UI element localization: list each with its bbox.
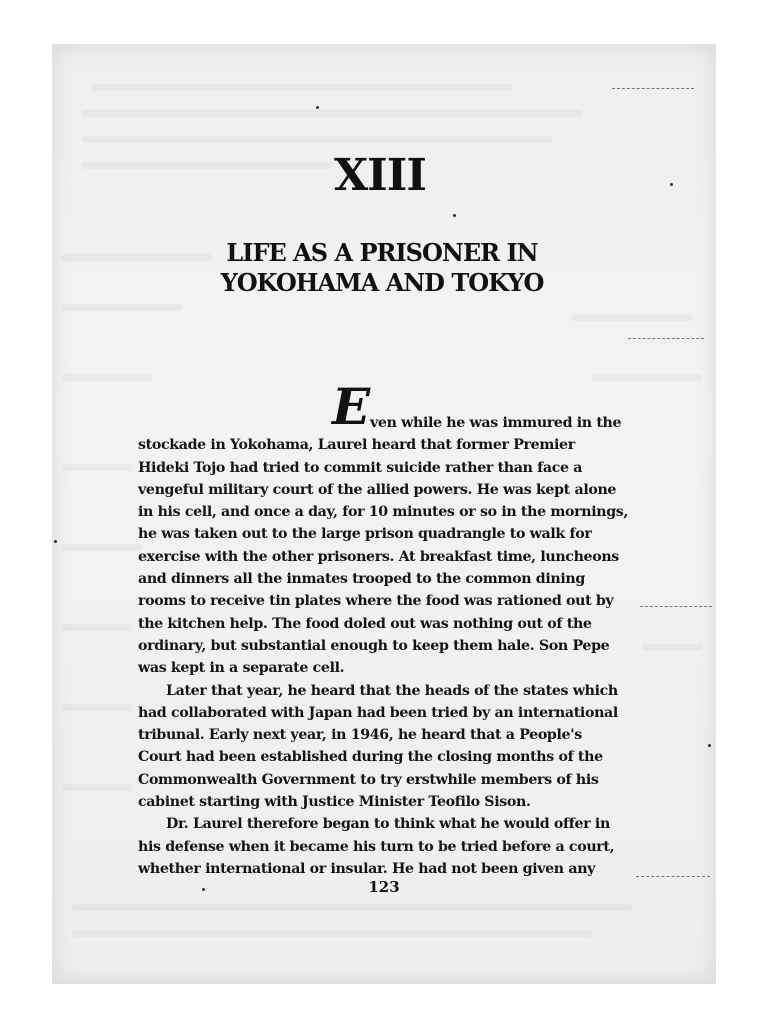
text-line: the kitchen help. The food doled out was nothing out of the — [138, 615, 592, 632]
text-line: vengeful military court of the allied powers. He was kept alone — [138, 481, 617, 498]
bleed-through — [82, 136, 552, 143]
speck — [453, 214, 456, 217]
text-line: had collaborated with Japan had been tried by an international — [138, 704, 618, 721]
chapter-title-line: YOKOHAMA AND TOKYO — [220, 268, 544, 297]
text-line: and dinners all the inmates trooped to the common dining — [138, 571, 585, 588]
text-line: whether international or insular. He had not been given any — [138, 860, 596, 877]
speck — [316, 106, 319, 109]
bleed-through — [92, 84, 512, 91]
speck — [54, 540, 57, 543]
body-text — [138, 412, 630, 880]
chapter-title — [0, 238, 764, 298]
page-number: 123 — [368, 878, 400, 896]
text-line: Court had been established during the closing months of the — [138, 749, 603, 766]
bleed-through — [62, 464, 132, 471]
text-line: ven while he was immured in the — [370, 415, 622, 431]
text-line: was kept in a separate cell. — [138, 660, 345, 677]
bleed-through — [82, 110, 582, 117]
margin-dash — [612, 88, 694, 90]
speck — [708, 744, 711, 747]
margin-dash — [640, 606, 712, 608]
bleed-through — [62, 624, 132, 631]
text-line: he was taken out to the large prison quadrangle to walk for — [138, 526, 592, 543]
bleed-through — [62, 374, 152, 381]
text-line: rooms to receive tin plates where the food was rationed out by — [138, 593, 614, 610]
bleed-through — [642, 644, 702, 651]
bleed-through — [72, 930, 592, 937]
drop-cap: E — [332, 377, 371, 436]
text-line: Later that year, he heard that the heads of the states which — [166, 682, 618, 699]
margin-dash — [628, 338, 704, 340]
bleed-through — [572, 314, 692, 321]
text-line: Hideki Tojo had tried to commit suicide rather than face a — [138, 459, 583, 476]
text-line: in his cell, and once a day, for 10 minutes or so in the mornings, — [138, 504, 629, 521]
text-line: Dr. Laurel therefore began to think what he would offer in — [166, 816, 610, 833]
text-line: his defense when it became his turn to be tried before a court, — [138, 838, 615, 855]
text-line: cabinet starting with Justice Minister Teofilo Sison. — [138, 794, 531, 811]
bleed-through — [62, 544, 142, 551]
chapter-number: XIII — [334, 150, 426, 201]
text-line: tribunal. Early next year, in 1946, he heard that a People's — [138, 727, 582, 744]
bleed-through — [62, 704, 132, 711]
chapter-title-line: LIFE AS A PRISONER IN — [226, 238, 538, 267]
bleed-through — [592, 374, 702, 381]
text-line: exercise with the other prisoners. At breakfast time, luncheons — [138, 548, 619, 565]
bleed-through — [62, 784, 132, 791]
bleed-through — [62, 304, 182, 311]
text-line: Commonwealth Government to try erstwhile members of his — [138, 771, 599, 788]
text-line: stockade in Yokohama, Laurel heard that former Premier — [138, 437, 575, 454]
bleed-through — [72, 904, 632, 911]
text-line: ordinary, but substantial enough to keep them hale. Son Pepe — [138, 637, 610, 654]
